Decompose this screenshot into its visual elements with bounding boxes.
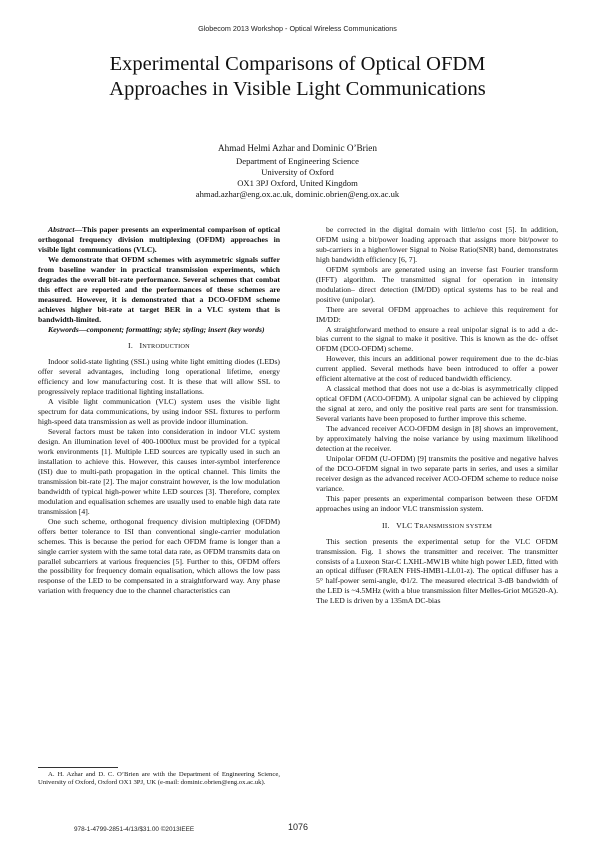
author-university: University of Oxford <box>261 167 334 177</box>
abstract-paragraph-2: We demonstrate that OFDM schemes with asymmetric signals suffer from baseline wander in practical transmission experiments, which degrades the overall bit-rate performance. Several schemes that combat this effect are reported and the performances of these schemes are measured. However, it is demonstrated that a DCO-OFDM scheme achieves higher bit-rate at target BER in a VLC system that is bandwidth-limited. <box>38 254 280 324</box>
abstract-label: Abstract <box>48 225 75 234</box>
author-block <box>100 143 495 200</box>
left-column <box>38 225 280 596</box>
body-paragraph: The advanced receiver ACO-OFDM design in [8] shows an improvement, by approximately halving the noise variance by using maximum likelihood detection at the receiver. <box>316 424 558 453</box>
body-paragraph: One such scheme, orthogonal frequency division multiplexing (OFDM) offers better tolerance to ISI than conventional single-carrier modulation schemes. This is because the period for each OFDM frame is longer than a single carrier system with the same total data rate, as OFDM transmits data on parallel subcarriers at various frequencies [5]. Further to this, OFDM offers the possibility for frequency domain equalisation, which allows the low pass response of the LED to be compensated in a straightforward way. Any phase variation with frequency due to the channel characteristics can <box>38 516 280 596</box>
footnote-rule <box>38 767 118 768</box>
abstract <box>38 225 280 255</box>
paper-title <box>40 52 555 102</box>
section-number: I. <box>128 341 133 351</box>
section-heading-introduction <box>38 341 280 352</box>
title-line-2: Approaches in Visible Light Communications <box>109 78 486 100</box>
body-paragraph: Several factors must be taken into consideration in indoor VLC system design. An illumination level of 400-1000lux must be provided for a typical work environments [1]. Multiple LED sources are typically used in such an installation to achieve this. However, this causes inter-symbol interference (ISI) due to multi-path propagation in the optical channel. This limits the transmission bit-rate [2]. The major constraint however, is the low modulation bandwidth of typical high-power white LED sources [3]. Therefore, complex modulation and equalisation schemes are usually used to enable high data rate transmission [4]. <box>38 427 280 516</box>
author-address: OX1 3PJ Oxford, United Kingdom <box>237 178 358 188</box>
conference-header: Globecom 2013 Workshop - Optical Wireless Communications <box>198 24 397 33</box>
author-emails: ahmad.azhar@eng.ox.ac.uk, dominic.obrien@eng.ox.ac.uk <box>195 189 400 199</box>
page-number: 1076 <box>288 822 309 832</box>
section-title-rest: RANSMISSION SYSTEM <box>419 522 493 530</box>
body-paragraph: A straightforward method to ensure a real unipolar signal is to add a dc-bias current to the signal to make it positive. This is known as the dc- offset OFDM (DCO-OFDM) scheme. <box>316 324 558 354</box>
title-line-1: Experimental Comparisons of Optical OFDM <box>109 53 486 75</box>
section-heading-vlc-system <box>316 521 558 532</box>
author-footnote: A. H. Azhar and D. C. O’Brien are with the Department of Engineering Science, University of Oxford, Oxford OX1 3PJ, UK (e-mail: dominic.obrien@eng.ox.ac.uk). <box>38 771 280 787</box>
keywords: Keywords—component; formatting; style; styling; insert (key words) <box>48 324 265 334</box>
body-paragraph: Indoor solid-state lighting (SSL) using white light emitting diodes (LEDs) offer several advantages, including long operational lifetime, energy efficiency and low manufacturing cost. It is these that will allow SSL to progressively replace traditional lighting installations. <box>38 357 280 397</box>
body-paragraph: be corrected in the digital domain with little/no cost [5]. In addition, OFDM using a bit/power loading approach that assigns more bit/power to sub-carriers in a higher/lower Signal to Noise Ratio(SNR) band, demonstrates high bandwidth efficiency [6, 7]. <box>316 225 558 264</box>
body-paragraph: This paper presents an experimental comparison between these OFDM approaches using an indoor VLC transmission system. <box>316 493 558 513</box>
section-title-initial: I <box>139 341 143 351</box>
body-paragraph: A classical method that does not use a dc-bias is asymmetrically clipped optical OFDM (ACO-OFDM). A unipolar signal can be achieved by clipping the signal at zero, and only the positive real parts are sent for transmission. Several variants have been proposed to further improve this scheme. <box>316 384 558 424</box>
body-paragraph: OFDM symbols are generated using an inverse fast Fourier transform (IFFT) algorithm. The transmitted signal for operation in intensity modulation– direct detection (IM/DD) optical systems has to be real and positive (unipolar). <box>316 264 558 304</box>
right-column <box>316 225 558 606</box>
section-number: II. <box>381 520 390 530</box>
body-paragraph: There are several OFDM approaches to achieve this requirement for IM/DD: <box>316 304 558 324</box>
isbn-footer: 978-1-4799-2851-4/13/$31.00 ©2013IEEE <box>74 826 195 833</box>
body-paragraph: A visible light communication (VLC) system uses the visible light spectrum for data communications, by using indoor SSL fixtures to perform high-speed data transmission as well as provide indoor illumination. <box>38 397 280 427</box>
author-names: Ahmad Helmi Azhar and Dominic O’Brien <box>218 143 377 153</box>
section-title-initial: VLC T <box>396 520 420 530</box>
abstract-text: —This paper presents an experimental comparison of optical orthogonal frequency division multiplexing (OFDM) approaches in visible light communications (VLC). <box>38 225 280 254</box>
author-department: Department of Engineering Science <box>236 156 359 166</box>
section-title-rest: NTRODUCTION <box>142 343 190 351</box>
body-paragraph: However, this incurs an additional power requirement due to the dc-bias current applied. Several methods have been introduced to offer a power efficient alternative at the cost of reduced bandwidth efficiency. <box>316 354 558 384</box>
body-paragraph: Unipolar OFDM (U-OFDM) [9] transmits the positive and negative halves of the DCO-OFDM signal in two separate parts in series, and uses a similar receiver design as the advanced receiver ACO-OFDM scheme to reduce noise variance. <box>316 453 558 493</box>
body-paragraph: This section presents the experimental setup for the VLC OFDM transmission. Fig. 1 shows the transmitter and receiver. The transmitter consists of a Luxeon Star-C LXHL-MW1B white high power LED, fitted with an optical diffuser (FRAEN FHS-HMB1-LL01-z). The optical diffuser has a 5° half-power semi-angle, Φ1/2. The measured electrical 3-dB bandwidth of the LED is ~4.5MHz (with a blue transmission filter Melles-Griot MG520-A). The LED is driven by a 135mA DC-bias <box>316 536 558 606</box>
